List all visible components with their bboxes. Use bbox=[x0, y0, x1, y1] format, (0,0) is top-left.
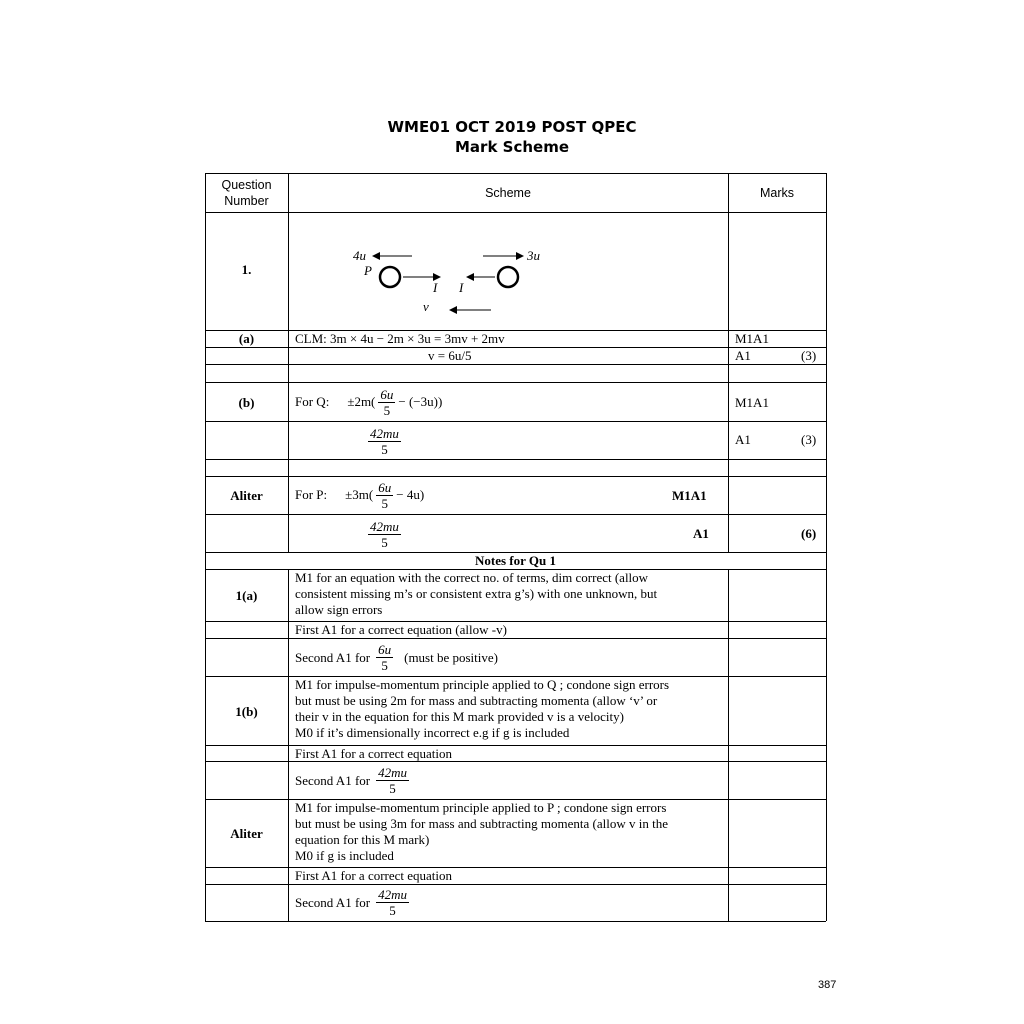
notes-aliter-first: First A1 for a correct equation bbox=[295, 868, 453, 883]
notes-1a-text: M1 for an equation with the correct no. of terms, dim correct (allow consistent missing m’s or consistent extra g’s) with one unknown, but allow sign errors bbox=[295, 570, 658, 617]
notes-aliter-second: Second A1 for $\frac{42mu}{5}$ bbox=[295, 887, 407, 918]
page-subtitle: Mark Scheme bbox=[455, 138, 569, 156]
label-3u: 3u bbox=[527, 248, 540, 263]
header-marks: Marks bbox=[759, 186, 795, 200]
page-number: 387 bbox=[818, 979, 837, 991]
notes-1b-text: M1 for impulse-momentum principle applied to Q ; condone sign errors but must be using 2m for mass and subtracting momenta (allow ‘v’ or their v in the equation for this M mark provided v is a velocity) M0 if it’s dimensionally incorrect e.g if g is included bbox=[295, 677, 670, 740]
question-number-1: 1. bbox=[241, 262, 252, 277]
part-b-expression: For Q: ±2m( $\frac{6u}{5}$ − (−3u)) bbox=[295, 386, 443, 418]
label-4u: 4u bbox=[353, 248, 366, 263]
v-result: v = 6u/5 bbox=[428, 348, 472, 363]
notes-1a-second: Second A1 for $\frac{6u}{5}$ (must be positive) bbox=[295, 642, 498, 673]
aliter-expression: For P: ±3m( $\frac{6u}{5}$ − 4u) bbox=[295, 479, 425, 511]
v-mark: A1 bbox=[735, 348, 751, 363]
collision-diagram bbox=[345, 243, 555, 323]
notes-1a-label: 1(a) bbox=[235, 588, 258, 603]
clm-equation: CLM: 3m × 4u − 2m × 3u = 3mv + 2mv bbox=[295, 331, 505, 346]
v-total: (3) bbox=[801, 348, 817, 363]
aliter-result: $\frac{42mu}{5}$ bbox=[370, 518, 399, 550]
label-P: P bbox=[364, 263, 372, 278]
part-b-label: (b) bbox=[238, 395, 255, 410]
aliter-label: Aliter bbox=[230, 488, 263, 503]
notes-1b-label: 1(b) bbox=[235, 704, 258, 719]
label-I2: I bbox=[459, 280, 464, 295]
notes-aliter-label: Aliter bbox=[230, 826, 263, 841]
label-v: v bbox=[423, 299, 429, 314]
aliter-expr-mark: M1A1 bbox=[672, 488, 707, 503]
aliter-result-total: (6) bbox=[801, 526, 817, 541]
clm-mark: M1A1 bbox=[735, 331, 769, 346]
label-I1: I bbox=[433, 280, 438, 295]
notes-1a-first: First A1 for a correct equation (allow -v) bbox=[295, 622, 507, 637]
header-scheme: Scheme bbox=[485, 186, 531, 200]
notes-aliter-text: M1 for impulse-momentum principle applied to P ; condone sign errors but must be using 3m for mass and subtracting momenta (allow v in the equation for this M mark) M0 if g is included bbox=[295, 800, 668, 863]
particle-P bbox=[380, 267, 400, 287]
part-b-result: $\frac{42mu}{5}$ bbox=[370, 425, 399, 457]
notes-1b-second: Second A1 for $\frac{42mu}{5}$ bbox=[295, 765, 407, 796]
mark-scheme-table bbox=[205, 173, 826, 921]
part-b-result-total: (3) bbox=[801, 432, 817, 447]
part-b-result-mark: A1 bbox=[735, 432, 751, 447]
particle-Q bbox=[498, 267, 518, 287]
notes-1b-first: First A1 for a correct equation bbox=[295, 746, 453, 761]
aliter-result-mark: A1 bbox=[693, 526, 709, 541]
header-question-number: Question Number bbox=[221, 178, 272, 208]
part-b-expr-mark: M1A1 bbox=[735, 395, 769, 410]
page-title: WME01 OCT 2019 POST QPEC bbox=[387, 118, 637, 136]
part-a-label: (a) bbox=[238, 331, 255, 346]
notes-heading: Notes for Qu 1 bbox=[474, 553, 556, 568]
